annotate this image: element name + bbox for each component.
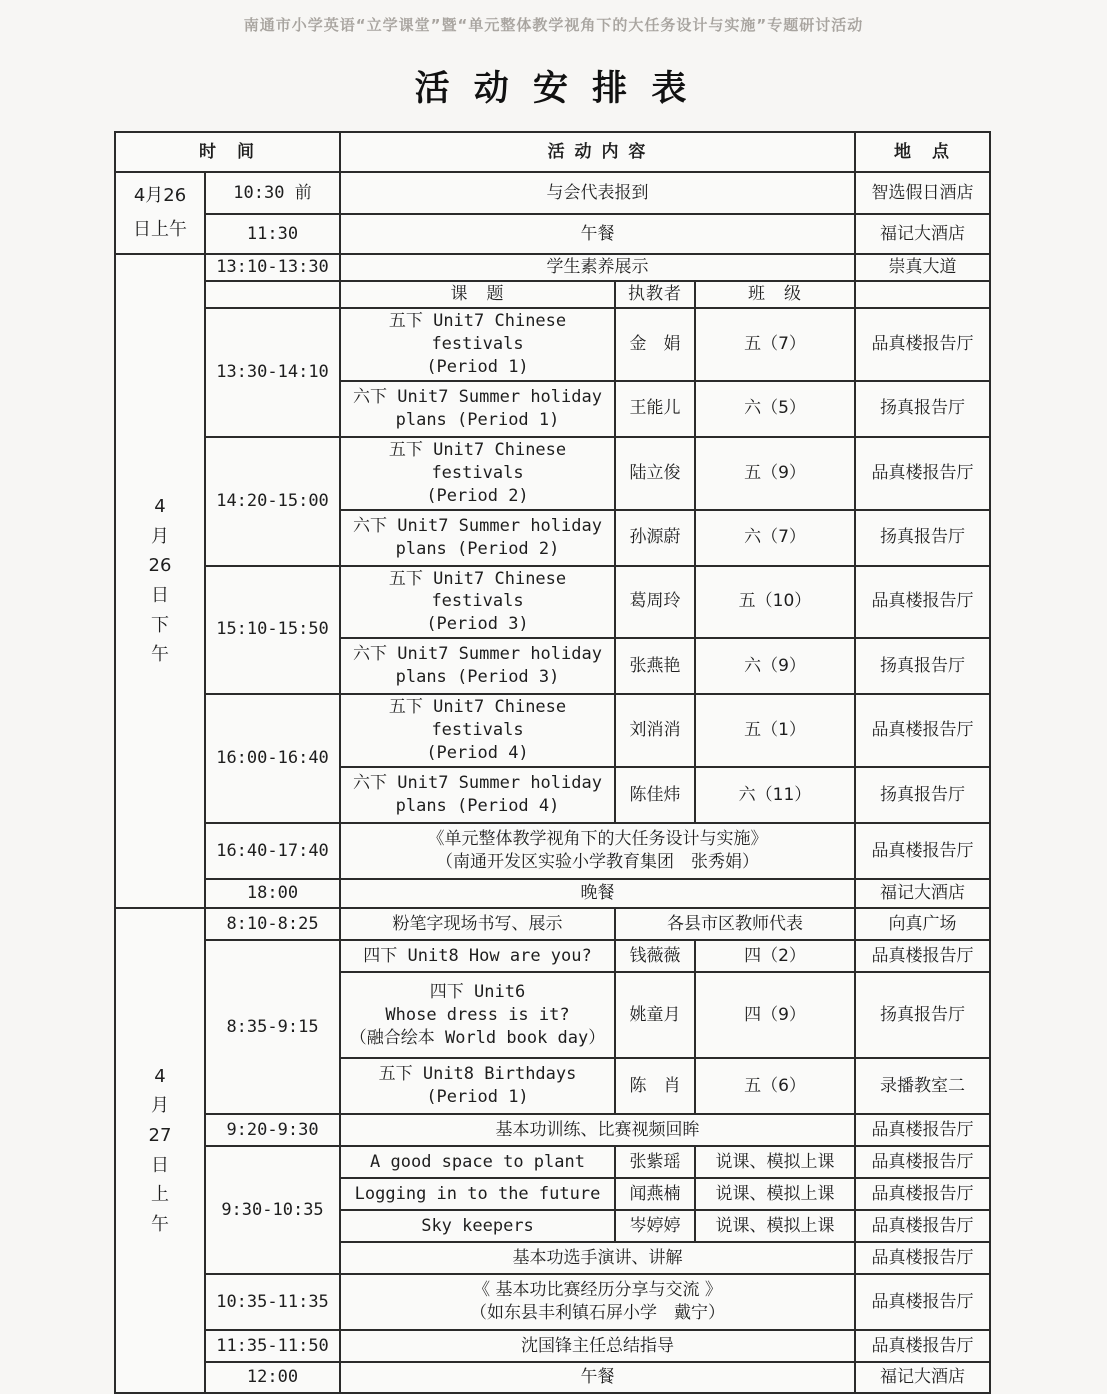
class-cell: 六（9） (695, 638, 855, 694)
activity-cell: 学生素养展示 (340, 254, 855, 281)
lesson-title-cell (340, 510, 615, 566)
lesson-row (115, 437, 990, 510)
date-char: 月 (151, 1095, 169, 1117)
lesson-title-cell (340, 308, 615, 381)
time-cell: 16:00-16:40 (205, 694, 340, 823)
date-char: 午 (151, 644, 169, 666)
teacher-cell: 葛周玲 (615, 566, 695, 639)
location-cell: 品真楼报告厅 (855, 940, 990, 972)
lesson-title-line: 五下 Unit7 Chinese festivals (388, 697, 567, 741)
time-cell: 13:10-13:30 (205, 254, 340, 281)
time-cell: 15:10-15:50 (205, 566, 340, 695)
lesson-title-cell (340, 437, 615, 510)
teacher-cell: 张燕艳 (615, 638, 695, 694)
lecture-title-cell (340, 1274, 855, 1330)
activity-cell: 基本功选手演讲、讲解 (340, 1242, 855, 1274)
lecture-row (115, 823, 990, 879)
location-cell: 品真楼报告厅 (855, 1274, 990, 1330)
sub-header-class: 班 级 (695, 281, 855, 308)
teacher-cell: 闻燕楠 (615, 1178, 695, 1210)
participants-cell: 各县市区教师代表 (615, 908, 855, 940)
time-cell: 9:30-10:35 (205, 1146, 340, 1274)
lesson-title-cell (340, 566, 615, 639)
location-cell: 崇真大道 (855, 254, 990, 281)
class-cell: 六（7） (695, 510, 855, 566)
location-cell: 向真广场 (855, 908, 990, 940)
col-header-time: 时 间 (115, 132, 340, 172)
date-cell-apr27-am (115, 908, 205, 1393)
lesson-row (115, 308, 990, 381)
lesson-title-cell (340, 767, 615, 823)
table-row (115, 172, 990, 214)
activity-cell: 与会代表报到 (340, 172, 855, 214)
location-cell: 福记大酒店 (855, 879, 990, 908)
date-line: 日上午 (133, 219, 187, 240)
time-cell: 9:20-9:30 (205, 1114, 340, 1146)
teacher-cell: 刘消消 (615, 694, 695, 767)
location-cell: 智选假日酒店 (855, 172, 990, 214)
time-cell: 16:40-17:40 (205, 823, 340, 879)
col-header-content: 活 动 内 容 (340, 132, 855, 172)
activity-cell: 沈国锋主任总结指导 (340, 1330, 855, 1362)
class-cell: 五（1） (695, 694, 855, 767)
location-cell: 品真楼报告厅 (855, 1114, 990, 1146)
location-cell: 录播教室二 (855, 1058, 990, 1114)
class-cell: 四（2） (695, 940, 855, 972)
date-char: 26 (148, 555, 172, 577)
teacher-cell: 陆立俊 (615, 437, 695, 510)
table-header-row (115, 132, 990, 172)
class-cell: 五（6） (695, 1058, 855, 1114)
class-cell: 说课、模拟上课 (695, 1146, 855, 1178)
lesson-title-line: (Period 1) (426, 356, 529, 377)
teacher-cell: 姚童月 (615, 972, 695, 1058)
lesson-title-line: (Period 3) (426, 614, 529, 635)
time-cell: 11:35-11:50 (205, 1330, 340, 1362)
lesson-row (115, 566, 990, 639)
lesson-title-line: 五下 Unit7 Chinese festivals (388, 439, 567, 483)
location-cell: 扬真报告厅 (855, 381, 990, 437)
teacher-cell: 张紫瑶 (615, 1146, 695, 1178)
class-cell: 四（9） (695, 972, 855, 1058)
lecture-row (115, 1274, 990, 1330)
lesson-title-line: 五下 Unit7 Chinese festivals (388, 310, 567, 354)
date-cell-apr26-pm (115, 254, 205, 908)
lesson-title-line: （融合绘本 World book day） (349, 1027, 606, 1048)
table-row (115, 1362, 990, 1393)
table-row (115, 214, 990, 254)
activity-cell: 晚餐 (340, 879, 855, 908)
date-line: 4月26 (133, 184, 187, 206)
class-cell: 说课、模拟上课 (695, 1178, 855, 1210)
time-cell: 8:35-9:15 (205, 940, 340, 1114)
sub-header-teacher: 执教者 (615, 281, 695, 308)
time-cell: 11:30 (205, 214, 340, 254)
col-header-location: 地 点 (855, 132, 990, 172)
location-cell: 福记大酒店 (855, 214, 990, 254)
contest-row (115, 1146, 990, 1178)
date-char: 月 (151, 525, 169, 547)
empty-time-cell (205, 281, 340, 308)
lecture-speaker-line: （南通开发区实验小学教育集团 张秀娟） (436, 852, 759, 873)
lesson-title-line: 五下 Unit8 Birthdays (378, 1064, 577, 1085)
time-cell: 10:35-11:35 (205, 1274, 340, 1330)
date-char: 日 (151, 1154, 169, 1176)
lesson-title-line: (Period 4) (426, 743, 529, 764)
lesson-title-line: 六下 Unit7 Summer holiday (353, 644, 602, 665)
class-cell: 五（9） (695, 437, 855, 510)
location-cell: 品真楼报告厅 (855, 1146, 990, 1178)
activity-cell: 午餐 (340, 1362, 855, 1393)
teacher-cell: 陈佳炜 (615, 767, 695, 823)
lecture-title-line: 《单元整体教学视角下的大任务设计与实施》 (427, 829, 768, 850)
activity-cell: 基本功训练、比赛视频回眸 (340, 1114, 855, 1146)
location-cell: 扬真报告厅 (855, 767, 990, 823)
location-cell: 品真楼报告厅 (855, 437, 990, 510)
lesson-title-line: (Period 1) (426, 1087, 529, 1108)
lesson-title-line: 四下 Unit8 How are you? (363, 945, 592, 966)
empty-location-cell (855, 281, 990, 308)
table-row (115, 254, 990, 281)
location-cell: 扬真报告厅 (855, 638, 990, 694)
lesson-title-cell (340, 381, 615, 437)
lesson-title-line: 六下 Unit7 Summer holiday (353, 773, 602, 794)
location-cell: 品真楼报告厅 (855, 1330, 990, 1362)
table-row (115, 879, 990, 908)
location-cell: 福记大酒店 (855, 1362, 990, 1393)
lesson-title-cell (340, 694, 615, 767)
class-cell: 说课、模拟上课 (695, 1210, 855, 1242)
lecture-speaker-line: （如东县丰利镇石屏小学 戴宁） (470, 1303, 725, 1324)
date-char: 4 (154, 1065, 166, 1087)
location-cell: 扬真报告厅 (855, 972, 990, 1058)
lesson-title-cell (340, 972, 615, 1058)
teacher-cell: 钱薇薇 (615, 940, 695, 972)
lesson-title-cell (340, 638, 615, 694)
lesson-title-cell (340, 1058, 615, 1114)
lesson-title-line: (Period 2) (426, 485, 529, 506)
date-cell-apr26-am (115, 172, 205, 254)
page-title: 活 动 安 排 表 (414, 69, 693, 109)
table-row (115, 908, 990, 940)
lesson-title-line: plans (Period 1) (395, 409, 560, 430)
contest-title-cell: Sky keepers (340, 1210, 615, 1242)
sub-header-row (115, 281, 990, 308)
lesson-title-line: 六下 Unit7 Summer holiday (353, 386, 602, 407)
lesson-title-line: Whose dress is it? (385, 1004, 570, 1025)
contest-title-cell: Logging in to the future (340, 1178, 615, 1210)
time-cell: 10:30 前 (205, 172, 340, 214)
date-char: 27 (148, 1124, 172, 1146)
lesson-row (115, 694, 990, 767)
table-row (115, 1330, 990, 1362)
lesson-title-line: plans (Period 2) (395, 538, 560, 559)
location-cell: 品真楼报告厅 (855, 1178, 990, 1210)
lesson-title-line: plans (Period 4) (395, 796, 560, 817)
class-cell: 五（7） (695, 308, 855, 381)
activity-cell: 粉笔字现场书写、展示 (340, 908, 615, 940)
location-cell: 品真楼报告厅 (855, 1210, 990, 1242)
date-char: 上 (151, 1184, 169, 1206)
class-cell: 六（5） (695, 381, 855, 437)
class-cell: 五（10） (695, 566, 855, 639)
date-char: 日 (151, 585, 169, 607)
lesson-row (115, 940, 990, 972)
location-cell: 品真楼报告厅 (855, 823, 990, 879)
date-char: 下 (151, 614, 169, 636)
lesson-title-cell (340, 940, 615, 972)
lesson-title-line: 四下 Unit6 (429, 981, 526, 1002)
location-cell: 品真楼报告厅 (855, 308, 990, 381)
location-cell: 品真楼报告厅 (855, 566, 990, 639)
lesson-title-line: plans (Period 3) (395, 667, 560, 688)
time-cell: 12:00 (205, 1362, 340, 1393)
lesson-title-line: 六下 Unit7 Summer holiday (353, 515, 602, 536)
location-cell: 扬真报告厅 (855, 510, 990, 566)
lecture-title-cell (340, 823, 855, 879)
time-cell: 8:10-8:25 (205, 908, 340, 940)
teacher-cell: 金 娟 (615, 308, 695, 381)
contest-title-cell: A good space to plant (340, 1146, 615, 1178)
time-cell: 13:30-14:10 (205, 308, 340, 437)
location-cell: 品真楼报告厅 (855, 1242, 990, 1274)
date-char: 4 (154, 496, 166, 517)
teacher-cell: 孙源蔚 (615, 510, 695, 566)
teacher-cell: 陈 肖 (615, 1058, 695, 1114)
teacher-cell: 王能儿 (615, 381, 695, 437)
activity-cell: 午餐 (340, 214, 855, 254)
lesson-title-line: 五下 Unit7 Chinese festivals (388, 568, 567, 612)
time-cell: 18:00 (205, 879, 340, 908)
lecture-title-line: 《 基本功比赛经历分享与交流 》 (473, 1280, 722, 1301)
sub-header-topic: 课 题 (340, 281, 615, 308)
table-row (115, 1114, 990, 1146)
teacher-cell: 岑婷婷 (615, 1210, 695, 1242)
schedule-table (114, 131, 991, 1394)
date-char: 午 (151, 1214, 169, 1235)
class-cell: 六（11） (695, 767, 855, 823)
event-title-note: 南通市小学英语“立学课堂”暨“单元整体教学视角下的大任务设计与实施”专题研讨活动 (243, 16, 864, 34)
time-cell: 14:20-15:00 (205, 437, 340, 566)
location-cell: 品真楼报告厅 (855, 694, 990, 767)
